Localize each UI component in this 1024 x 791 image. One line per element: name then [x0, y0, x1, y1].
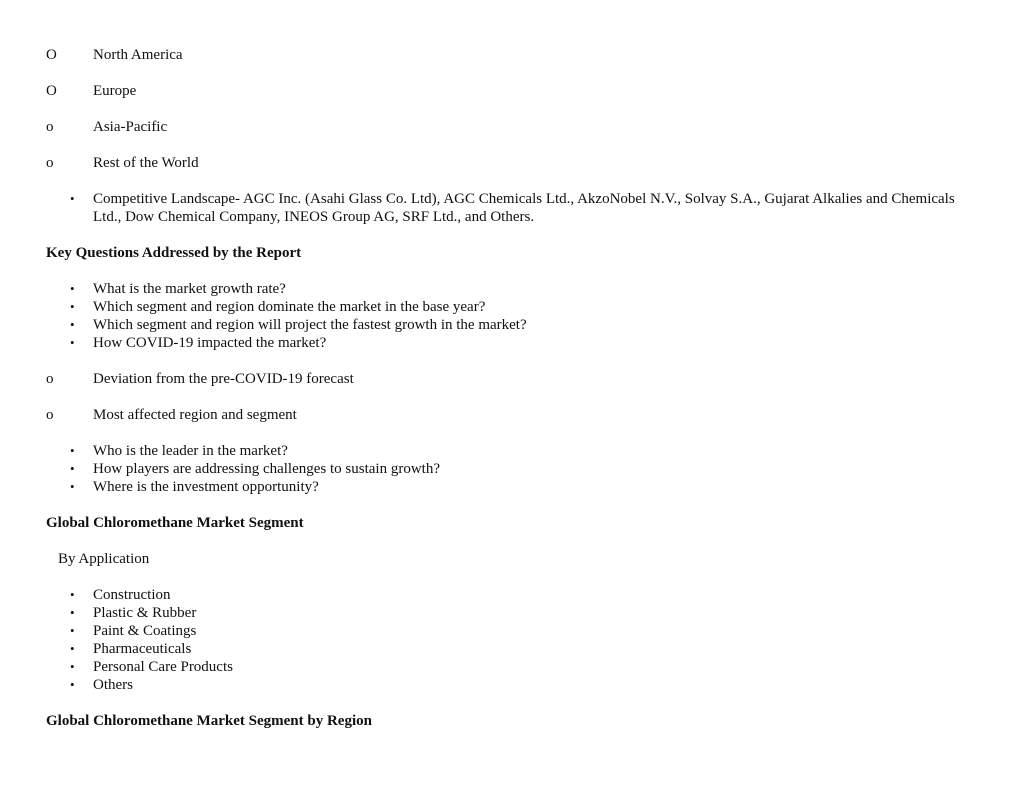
list-marker: o	[46, 155, 54, 171]
application-label: Personal Care Products	[93, 659, 233, 675]
list-marker: o	[46, 407, 54, 423]
bullet-marker: •	[70, 641, 75, 656]
list-marker: O	[46, 47, 57, 63]
bullet-marker: •	[70, 677, 75, 692]
bullet-marker: •	[70, 587, 75, 602]
question-text: Who is the leader in the market?	[93, 443, 288, 459]
competitive-landscape-text: Competitive Landscape- AGC Inc. (Asahi Glass Co. Ltd), AGC Chemicals Ltd., AkzoNobel N.V., Solvay S.A., Gujarat Alkalies and Chemicals Ltd., Dow Chemical Company, INEOS Group AG, SRF Ltd., and Others.	[93, 191, 955, 225]
bullet-marker: •	[70, 461, 75, 476]
region-label: Rest of the World	[93, 155, 199, 171]
question-text: Which segment and region will project the fastest growth in the market?	[93, 317, 527, 333]
bullet-marker: •	[70, 335, 75, 350]
region-label: Asia-Pacific	[93, 119, 168, 135]
question-text: What is the market growth rate?	[93, 281, 286, 297]
sub-item-label: Most affected region and segment	[93, 407, 297, 423]
bullet-marker: •	[70, 659, 75, 674]
question-text: How players are addressing challenges to sustain growth?	[93, 461, 440, 477]
bullet-marker: •	[70, 605, 75, 620]
question-text: Where is the investment opportunity?	[93, 479, 319, 495]
segment-heading: Global Chloromethane Market Segment	[46, 515, 304, 531]
list-marker: o	[46, 371, 54, 387]
bullet-marker: •	[70, 479, 75, 494]
region-segment-heading: Global Chloromethane Market Segment by Region	[46, 713, 372, 729]
question-text: Which segment and region dominate the market in the base year?	[93, 299, 486, 315]
application-label: Plastic & Rubber	[93, 605, 197, 621]
application-label: Pharmaceuticals	[93, 641, 192, 657]
application-label: Construction	[93, 587, 171, 603]
sub-item-label: Deviation from the pre-COVID-19 forecast	[93, 371, 354, 387]
bullet-marker: •	[70, 317, 75, 332]
bullet-marker: •	[70, 281, 75, 296]
bullet-marker: •	[70, 191, 75, 206]
list-marker: O	[46, 83, 57, 99]
question-text: How COVID-19 impacted the market?	[93, 335, 327, 351]
region-label: Europe	[93, 83, 137, 99]
application-label: Others	[93, 677, 133, 693]
application-label: Paint & Coatings	[93, 623, 197, 639]
bullet-marker: •	[70, 299, 75, 314]
segment-subheading: By Application	[58, 551, 150, 567]
region-label: North America	[93, 47, 183, 63]
key-questions-heading: Key Questions Addressed by the Report	[46, 245, 302, 261]
list-marker: o	[46, 119, 54, 135]
bullet-marker: •	[70, 623, 75, 638]
bullet-marker: •	[70, 443, 75, 458]
